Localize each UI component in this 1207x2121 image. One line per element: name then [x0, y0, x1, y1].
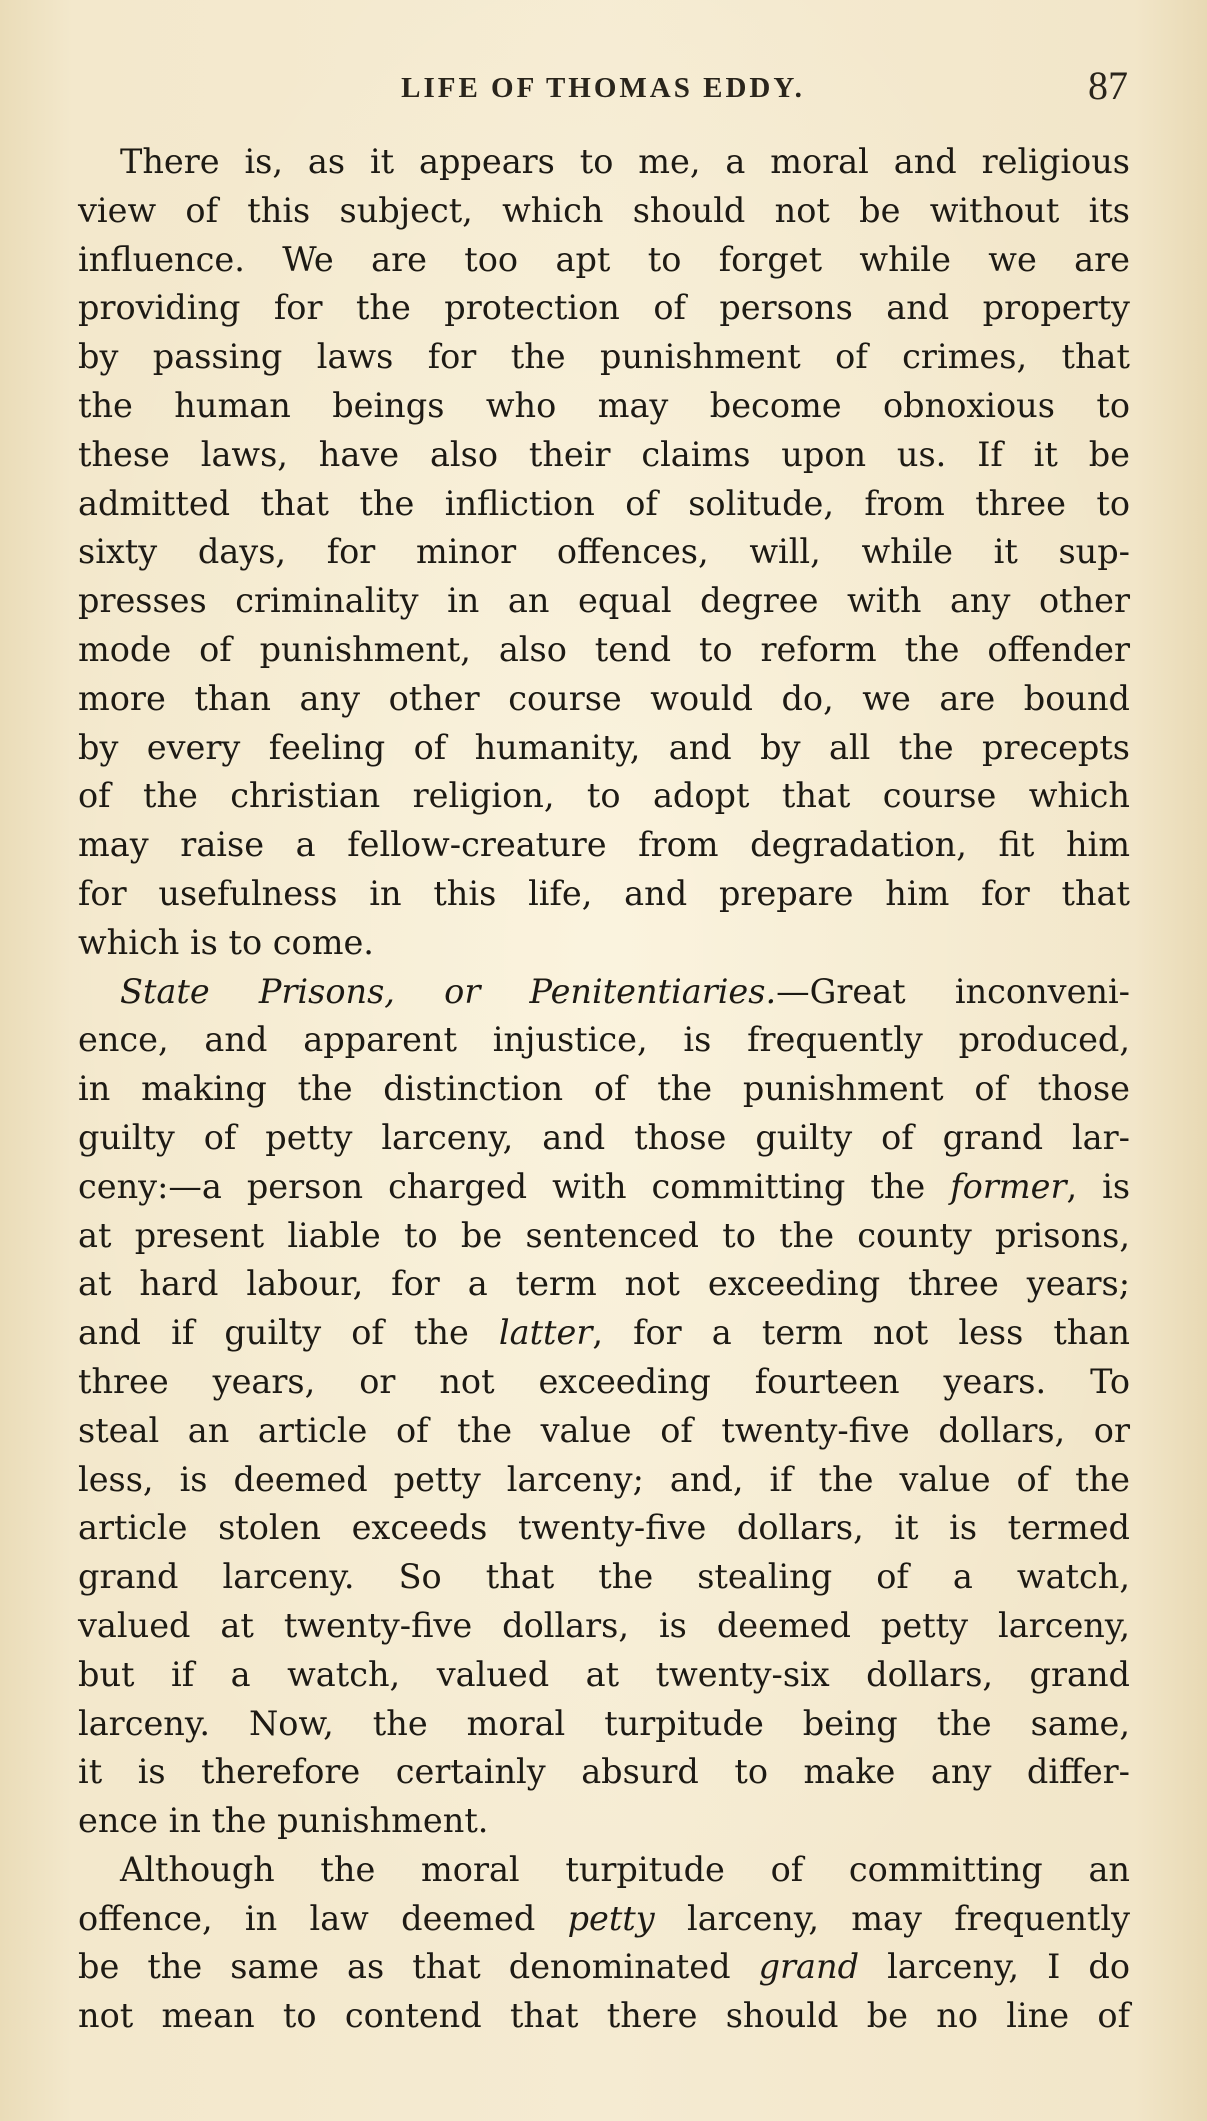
body-text [78, 138, 1130, 2041]
text-line: mode of punishment, also tend to reform the offender [78, 629, 1130, 669]
text-line [78, 1163, 1130, 1212]
text-line: at hard labour, for a term not exceeding three years; [78, 1264, 1130, 1304]
text-line: which is to come. [78, 922, 374, 962]
text-line [78, 1309, 1130, 1358]
text-line: steal an article of the value of twenty-five dollars, or [78, 1410, 1130, 1450]
text-line: providing for the protection of persons and property [78, 288, 1130, 328]
italic-word: grand [758, 1947, 860, 1987]
text-line: admitted that the infliction of solitude, from three to [78, 483, 1130, 523]
text-segment: and if guilty of the [78, 1313, 499, 1353]
text-line: three years, or not exceeding fourteen years. To [78, 1361, 1130, 1401]
text-line: for usefulness in this life, and prepare him for that [78, 873, 1130, 913]
italic-word: former [950, 1166, 1067, 1206]
text-line: in making the distinction of the punishment of those [78, 1069, 1130, 1109]
text-line: sixty days, for minor offences, will, while it sup- [78, 532, 1130, 572]
paragraph-3 [78, 1846, 1130, 2041]
text-line: ence in the punishment. [78, 1801, 489, 1841]
running-title: LIFE OF THOMAS EDDY. [401, 72, 805, 104]
text-line: of the christian religion, to adopt that course which [78, 776, 1130, 816]
text-segment: offence, in law deemed [78, 1898, 568, 1938]
text-line: article stolen exceeds twenty-five dollars, it is termed [78, 1508, 1130, 1548]
text-line: at present liable to be sentenced to the county prisons, [78, 1215, 1130, 1255]
page-number: 87 [1088, 63, 1128, 108]
text-segment: larceny, I do [859, 1947, 1130, 1987]
text-line [78, 1943, 1130, 1992]
text-line: the human beings who may become obnoxious to [78, 385, 1130, 425]
text-line [78, 1895, 1130, 1944]
text-segment: ceny:—a person charged with committing the [78, 1166, 951, 1206]
page-header [78, 62, 1128, 122]
section-heading-line [78, 968, 1130, 1017]
text-line: these laws, have also their claims upon us. If it be [78, 434, 1130, 474]
text-line: influence. We are too apt to forget while we are [78, 239, 1130, 279]
text-line: larceny. Now, the moral turpitude being the same, [78, 1703, 1130, 1743]
paragraph-2 [78, 968, 1130, 1846]
italic-word: petty [567, 1898, 655, 1938]
heading-italic: State Prisons, [120, 971, 395, 1011]
text-segment: , for a term not less than [592, 1313, 1130, 1353]
text-segment: larceny, may frequently [654, 1898, 1131, 1938]
heading-connector: or [394, 971, 530, 1011]
text-line: valued at twenty-five dollars, is deemed petty larceny, [78, 1605, 1130, 1645]
heading-italic-2: Penitentiaries. [529, 971, 777, 1011]
paragraph-1 [78, 138, 1130, 968]
text-line: by passing laws for the punishment of crimes, that [78, 337, 1130, 377]
text-line: but if a watch, valued at twenty-six dollars, grand [78, 1654, 1130, 1694]
text-line: less, is deemed petty larceny; and, if the value of the [78, 1459, 1130, 1499]
text-segment: be the same as that denominated [78, 1947, 759, 1987]
text-line: by every feeling of humanity, and by all the precepts [78, 727, 1130, 767]
heading-continuation: —Great inconveni- [776, 971, 1131, 1011]
text-line: not mean to contend that there should be no line of [78, 1996, 1130, 2036]
text-line: ence, and apparent injustice, is frequently produced, [78, 1020, 1130, 1060]
text-segment: , is [1066, 1166, 1131, 1206]
text-line: more than any other course would do, we are bound [78, 678, 1130, 718]
text-line: Although the moral turpitude of committing an [120, 1849, 1130, 1889]
italic-word: latter [498, 1313, 593, 1353]
text-line: view of this subject, which should not be without its [78, 190, 1130, 230]
text-line: guilty of petty larceny, and those guilty of grand lar- [78, 1117, 1130, 1157]
text-line: grand larceny. So that the stealing of a watch, [78, 1557, 1130, 1597]
text-line: There is, as it appears to me, a moral and religious [120, 142, 1130, 181]
text-line: may raise a fellow-creature from degradation, fit him [78, 825, 1130, 865]
text-line: it is therefore certainly absurd to make any differ- [78, 1752, 1130, 1792]
text-line: presses criminality in an equal degree with any other [78, 581, 1130, 621]
